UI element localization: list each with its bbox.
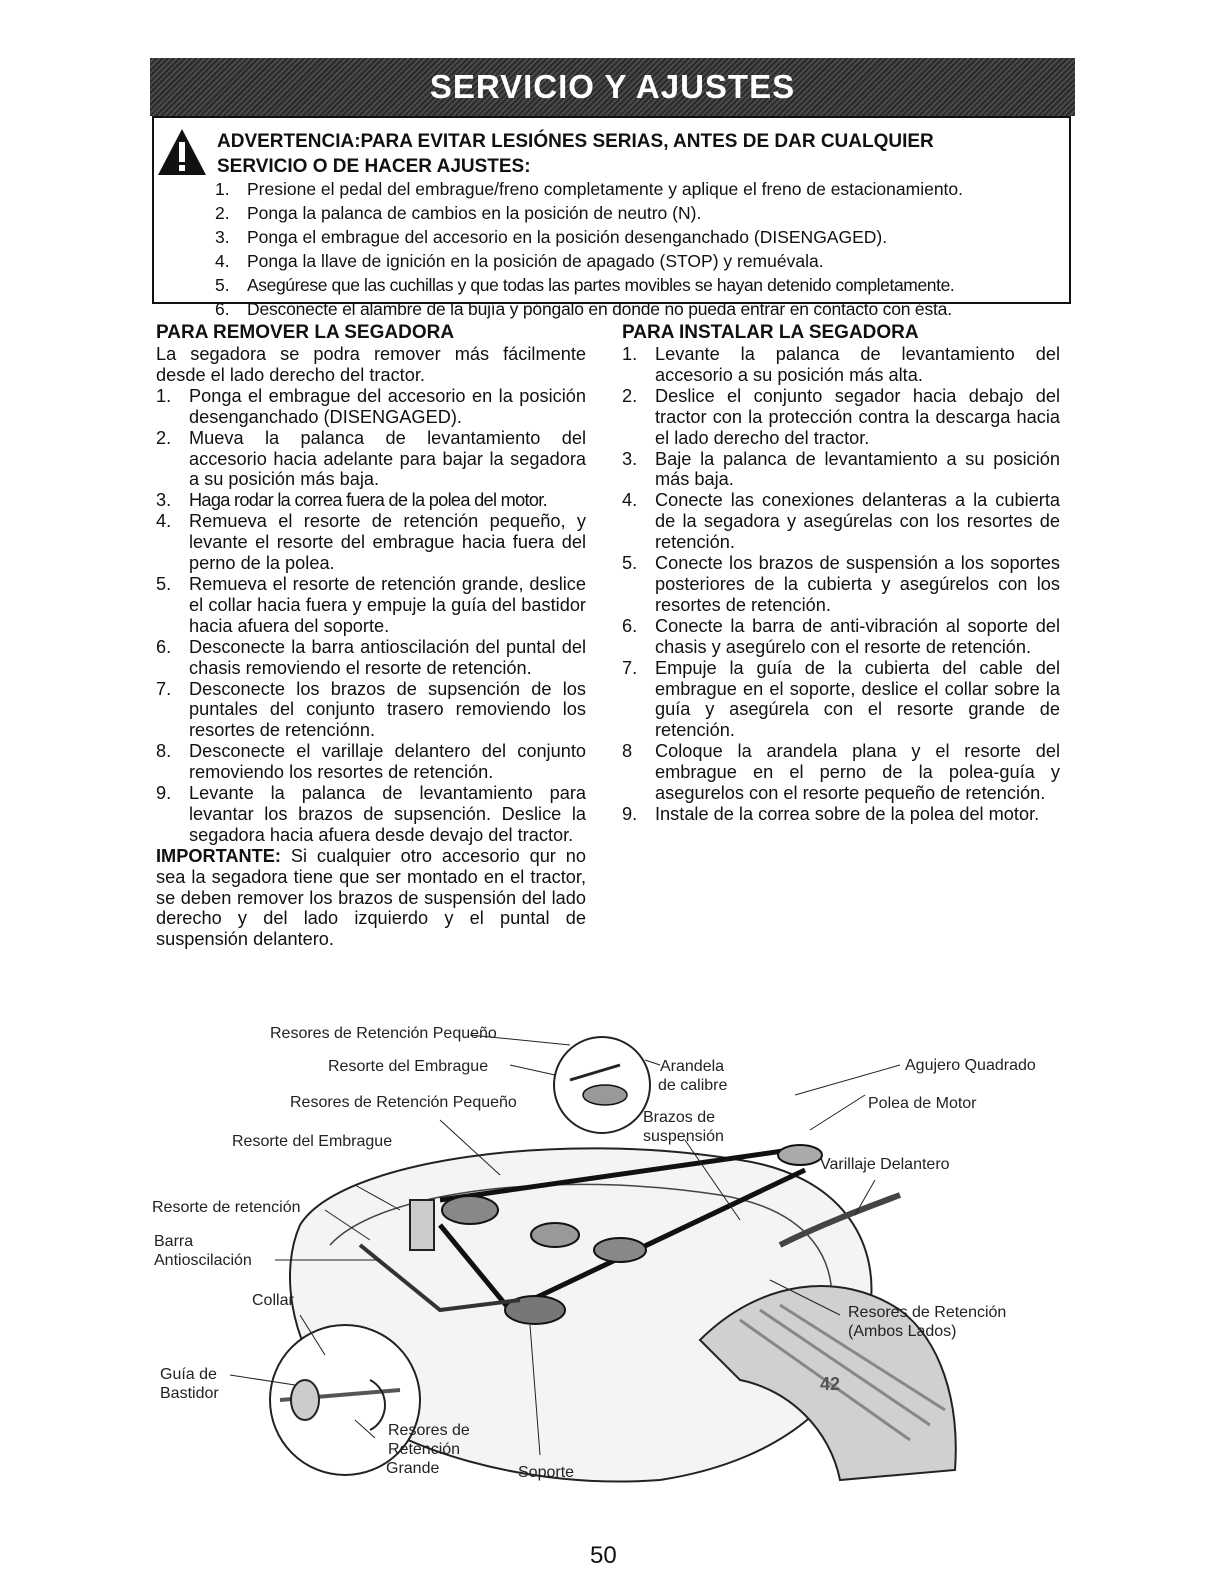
list-item xyxy=(622,490,1060,553)
list-item xyxy=(156,783,586,846)
item-text: Presione el pedal del embrague/freno completamente y aplique el freno de estacionamiento. xyxy=(247,179,964,199)
install-section xyxy=(622,322,1060,825)
label-washer-1: Arandela xyxy=(660,1058,725,1075)
list-item xyxy=(622,741,1060,804)
step-text: Instale de la correa sobre de la polea del motor. xyxy=(655,803,1040,824)
label-motor-pulley: Polea de Motor xyxy=(868,1095,977,1112)
step-number: 9. xyxy=(156,783,172,804)
item-text: Asegúrese que las cuchillas y que todas las partes movibles se hayan detenido completamente. xyxy=(247,275,955,295)
list-item xyxy=(215,177,1060,201)
list-item xyxy=(215,249,1060,273)
list-item xyxy=(622,658,1060,742)
step-number: 4. xyxy=(622,490,638,511)
step-text: Remueva el resorte de retención pequeño, y levante el resorte del embrague hacia fuera del perno de la polea. xyxy=(189,511,586,574)
label-anti-sway-bar-1: Barra xyxy=(154,1233,194,1250)
step-number: 6. xyxy=(156,636,172,657)
step-text: Desconecte el varillaje delantero del conjunto removiendo los resortes de retención. xyxy=(189,741,586,783)
page-title: SERVICIO Y AJUSTES xyxy=(429,68,796,105)
list-item xyxy=(156,574,586,637)
label-frame-guide-2: Bastidor xyxy=(160,1385,219,1402)
mower-deck-diagram xyxy=(140,1010,1090,1500)
step-number: 2. xyxy=(622,385,638,406)
label-frame-guide-1: Guía de xyxy=(160,1366,217,1383)
step-number: 5. xyxy=(622,553,638,574)
label-suspension-arms-1: Brazos de xyxy=(643,1109,716,1126)
item-number: 3. xyxy=(215,227,230,247)
list-item xyxy=(156,428,586,491)
list-item xyxy=(622,553,1060,616)
label-large-spring-3: Grande xyxy=(386,1460,440,1477)
step-number: 6. xyxy=(622,615,638,636)
label-clutch-spring-2: Resorte del Embrague xyxy=(232,1133,393,1150)
install-steps xyxy=(622,344,1060,825)
important-note xyxy=(156,846,586,951)
step-text: Conecte la barra de anti-vibración al soporte del chasis y asegúrelo con el resorte de retención. xyxy=(655,615,1060,657)
label-small-spring-1: Resores de Retención Pequeño xyxy=(270,1025,497,1042)
warning-triangle-icon xyxy=(156,127,208,177)
warning-heading xyxy=(217,129,1037,179)
warning-heading-line1: ADVERTENCIA:PARA EVITAR LESIÓNES SERIAS, ANTES DE DAR CUALQUIER xyxy=(217,131,934,152)
list-item xyxy=(622,386,1060,449)
important-label: IMPORTANTE: xyxy=(156,845,281,866)
step-number: 9. xyxy=(622,803,638,824)
label-clutch-spring-1: Resorte del Embrague xyxy=(328,1058,489,1075)
step-text: Conecte las conexiones delanteras a la cubierta de la segadora y asegúrelas con los resortes de retención. xyxy=(655,490,1060,553)
step-text: Desconecte la barra antioscilación del puntal del chasis removiendo el resorte de retención. xyxy=(189,636,586,678)
item-number: 5. xyxy=(215,275,230,295)
label-bracket: Soporte xyxy=(518,1464,575,1481)
list-item xyxy=(622,616,1060,658)
item-text: Ponga el embrague del accesorio en la posición desenganchado (DISENGAGED). xyxy=(247,227,888,247)
list-item xyxy=(156,741,586,783)
install-title: PARA INSTALAR LA SEGADORA xyxy=(622,322,919,343)
remove-title: PARA REMOVER LA SEGADORA xyxy=(156,322,455,343)
label-square-hole: Agujero Quadrado xyxy=(905,1057,1036,1074)
list-item xyxy=(215,273,1060,297)
remove-section xyxy=(156,322,586,950)
step-text: Haga rodar la correa fuera de la polea del motor. xyxy=(189,490,547,511)
label-retention-spring: Resorte de retención xyxy=(152,1199,301,1216)
warning-list xyxy=(215,177,1060,321)
label-anti-sway-bar-2: Antioscilación xyxy=(154,1252,252,1269)
warning-heading-line2: SERVICIO O DE HACER AJUSTES: xyxy=(217,156,531,177)
label-retention-both-sides-1: Resores de Retención xyxy=(848,1304,1007,1321)
step-text: Ponga el embrague del accesorio en la posición desenganchado (DISENGAGED). xyxy=(189,385,586,427)
step-number: 2. xyxy=(156,427,172,448)
step-number: 4. xyxy=(156,511,172,532)
list-item xyxy=(156,511,586,574)
step-number: 7. xyxy=(156,678,172,699)
item-text: Ponga la palanca de cambios en la posición de neutro (N). xyxy=(247,203,702,223)
label-washer-2: de calibre xyxy=(658,1077,728,1094)
page-number: 50 xyxy=(590,1542,617,1569)
list-item xyxy=(215,297,1060,321)
list-item xyxy=(622,344,1060,386)
step-number: 7. xyxy=(622,657,638,678)
step-text: Deslice el conjunto segador hacia debajo del tractor con la protección contra la descarga hacia el lado derecho del tractor. xyxy=(655,385,1060,448)
step-text: Coloque la arandela plana y el resorte del embrague en el perno de la polea-guía y asegurelos con el resorte pequeño de retención. xyxy=(655,741,1060,804)
step-text: Levante la palanca de levantamiento para levantar los brazos de supsención. Deslice la segadora hacia afuera desde devajo del tractor. xyxy=(189,783,586,845)
step-number: 5. xyxy=(156,573,172,594)
label-large-spring-2: Retención xyxy=(388,1441,461,1458)
list-item xyxy=(215,225,1060,249)
step-number: 1. xyxy=(156,385,172,406)
label-suspension-arms-2: suspensión xyxy=(643,1128,724,1145)
label-collar: Collar xyxy=(252,1292,294,1309)
list-item xyxy=(156,637,586,679)
important-text: Si cualquier otro accesorio qur no sea la segadora tiene que ser montado en el tractor, se deben remover los brazos de suspensión del lado derecho y del lado izquierdo y el puntal de suspensión delantero. xyxy=(156,845,586,950)
section-banner xyxy=(150,58,1075,116)
list-item xyxy=(215,201,1060,225)
label-front-linkage: Varillaje Delantero xyxy=(820,1156,950,1173)
label-small-spring-2: Resores de Retención Pequeño xyxy=(290,1094,517,1111)
step-text: Desconecte los brazos de supsención de los puntales del conjunto trasero removiendo los resortes de retenciónn. xyxy=(189,678,586,741)
step-text: Baje la palanca de levantamiento a su posición más baja. xyxy=(655,448,1060,490)
deck-size-label: 42 xyxy=(820,1374,841,1394)
step-text: Remueva el resorte de retención grande, deslice el collar hacia fuera y empuje la guía del bastidor hacia afuera del soporte. xyxy=(189,573,586,636)
remove-intro: La segadora se podra remover más fácilmente desde el lado derecho del tractor. xyxy=(156,344,586,385)
step-number: 3. xyxy=(156,490,172,511)
list-item xyxy=(622,804,1060,825)
list-item xyxy=(156,386,586,428)
step-text: Mueva la palanca de levantamiento del accesorio hacia adelante para bajar la segadora a su posición más baja. xyxy=(189,427,586,490)
step-number: 3. xyxy=(622,448,638,469)
item-text: Ponga la llave de ignición en la posición de apagado (STOP) y remuévala. xyxy=(247,251,824,271)
item-text: Desconecte el alambre de la bujía y póngalo en donde no pueda entrar en contacto con ésta. xyxy=(247,299,952,319)
item-number: 4. xyxy=(215,251,230,271)
step-number: 8 xyxy=(622,741,633,762)
step-text: Conecte los brazos de suspensión a los soportes posteriores de la cubierta y asegúrelos con los resortes de retención. xyxy=(655,553,1060,615)
item-number: 2. xyxy=(215,203,230,223)
remove-steps xyxy=(156,386,586,846)
item-number: 6. xyxy=(215,299,230,319)
step-number: 8. xyxy=(156,741,172,762)
list-item xyxy=(156,679,586,742)
list-item xyxy=(622,449,1060,491)
step-number: 1. xyxy=(622,344,638,364)
item-number: 1. xyxy=(215,179,230,199)
list-item xyxy=(156,490,586,511)
label-large-spring-1: Resores de xyxy=(388,1422,470,1439)
label-retention-both-sides-2: (Ambos Lados) xyxy=(848,1323,957,1340)
step-text: Levante la palanca de levantamiento del accesorio a su posición más alta. xyxy=(655,344,1060,385)
step-text: Empuje la guía de la cubierta del cable del embrague en el soporte, deslice el collar sobre la guía y asegúrela con el resorte grande de retención. xyxy=(655,657,1060,741)
mower-deck-illustration xyxy=(140,1010,1090,1500)
